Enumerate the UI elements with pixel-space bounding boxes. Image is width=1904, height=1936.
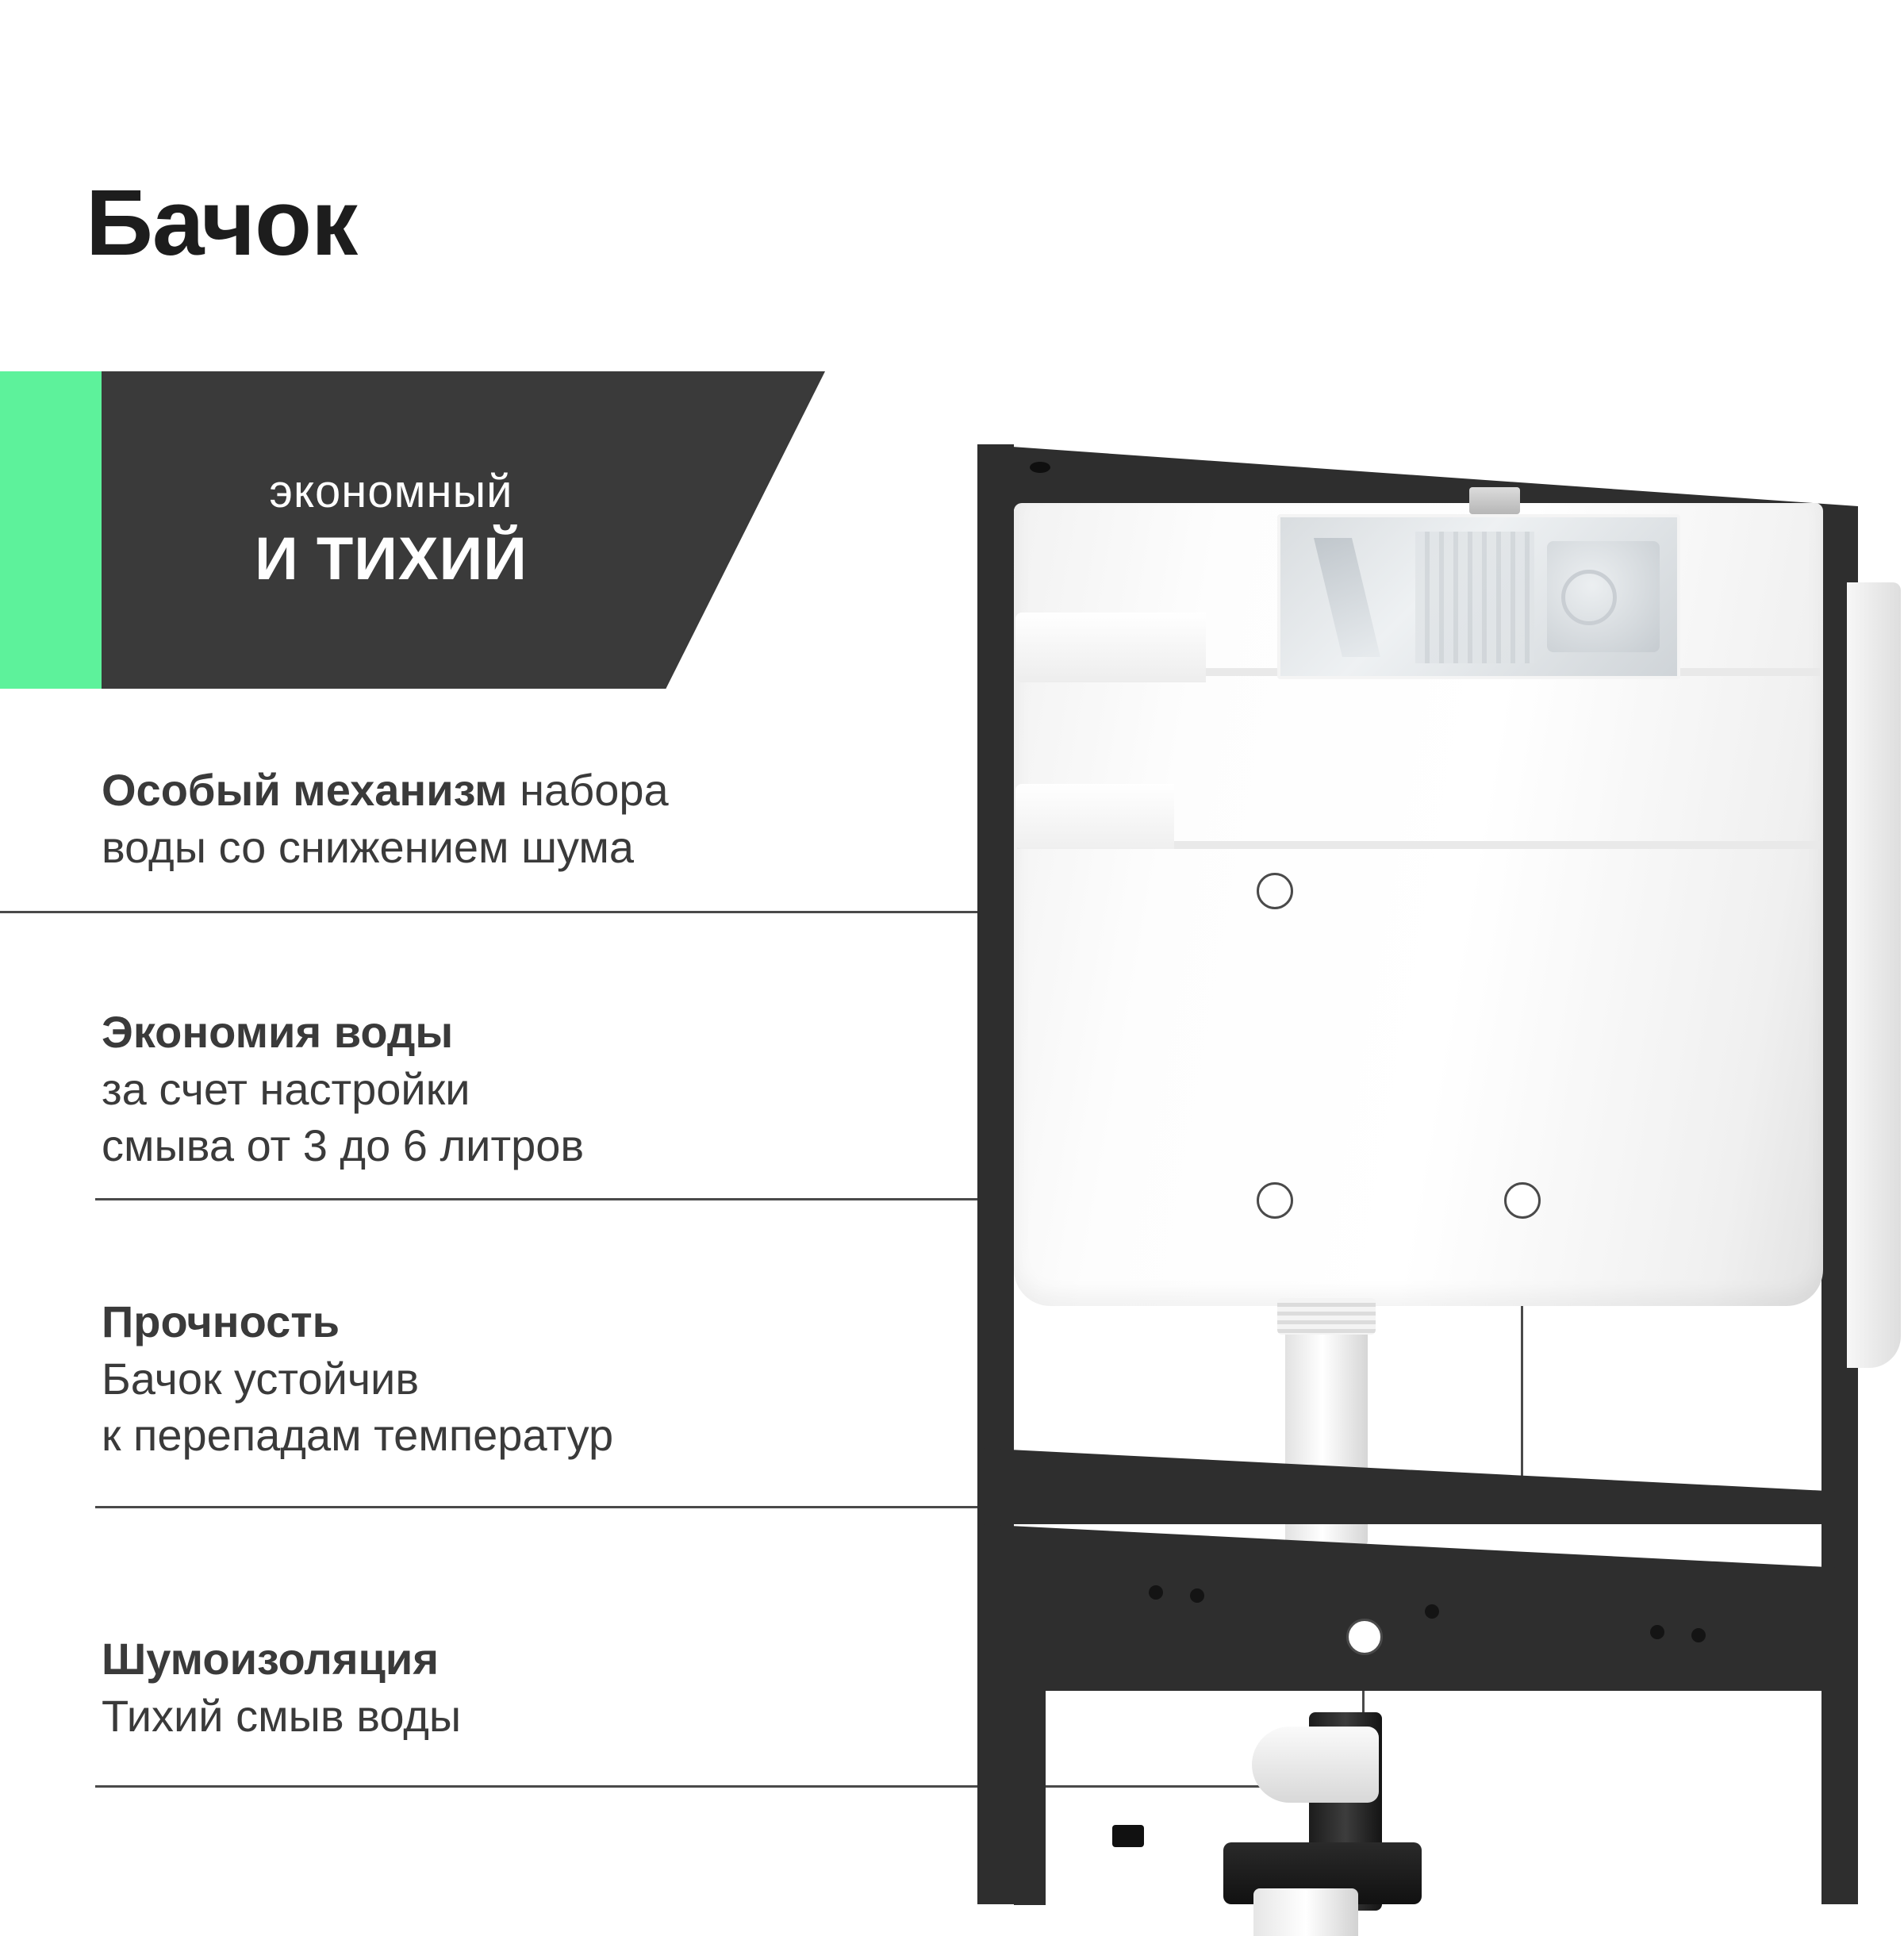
callout-dot-water-saving xyxy=(1257,1182,1293,1219)
badge-accent-bar xyxy=(0,371,102,689)
frame-screw-4 xyxy=(1650,1625,1664,1639)
feature-1-rest: набора xyxy=(507,765,669,815)
valve-cap xyxy=(1469,487,1520,514)
frame-screw-3 xyxy=(1425,1604,1439,1619)
outlet-pipe-collar xyxy=(1277,1298,1376,1335)
callout-dot-noise xyxy=(1346,1619,1383,1655)
cistern-step-lower xyxy=(1015,784,1174,849)
pipe-elbow xyxy=(1252,1727,1379,1803)
frame-foot-left xyxy=(1014,1691,1046,1905)
cistern-step-upper xyxy=(1015,613,1206,682)
badge-text xyxy=(102,371,681,689)
inspection-window xyxy=(1277,514,1680,679)
pipe-bottom-outlet xyxy=(1253,1888,1358,1936)
feature-1-strong: Особый механизм xyxy=(102,765,508,815)
callout-dot-mechanism xyxy=(1257,873,1293,909)
feature-1-line-2: воды со снижением шума xyxy=(102,821,635,872)
feature-item-mechanism xyxy=(102,762,895,875)
feature-2-line-3: смыва от 3 до 6 литров xyxy=(102,1120,585,1171)
badge-line-2: И ТИХИЙ xyxy=(255,524,528,593)
frame-mid-rail xyxy=(977,1448,1858,1524)
fill-valve-icon xyxy=(1295,538,1390,657)
highlight-badge xyxy=(0,371,833,689)
cistern-right-edge xyxy=(1847,582,1901,1368)
feature-4-strong: Шумоизоляция xyxy=(102,1634,440,1684)
feature-2-strong: Экономия воды xyxy=(102,1007,454,1057)
feature-3-strong: Прочность xyxy=(102,1296,340,1346)
mechanism-ribs xyxy=(1415,532,1534,663)
frame-anchor-bolt xyxy=(1112,1825,1144,1847)
adjuster-ring-icon xyxy=(1561,570,1617,625)
feature-item-water-saving xyxy=(102,1004,895,1174)
feature-2-line-2: за счет настройки xyxy=(102,1063,470,1114)
feature-4-line-2: Тихий смыв воды xyxy=(102,1690,462,1741)
feature-item-durability xyxy=(102,1293,895,1464)
page-title: Бачок xyxy=(86,171,358,275)
feature-item-noise-insulation xyxy=(102,1631,895,1744)
frame-lower-bar xyxy=(977,1524,1858,1691)
frame-bolt-top-left xyxy=(1030,462,1050,473)
callout-dot-durability xyxy=(1504,1182,1541,1219)
frame-screw-2 xyxy=(1190,1588,1204,1603)
product-image-cistern xyxy=(936,428,1904,1904)
feature-3-line-3: к перепадам температур xyxy=(102,1410,614,1461)
feature-3-line-2: Бачок устойчив xyxy=(102,1353,420,1404)
frame-screw-5 xyxy=(1691,1628,1706,1642)
badge-line-1: экономный xyxy=(269,466,513,518)
frame-top-rail xyxy=(977,444,1858,509)
frame-screw-1 xyxy=(1149,1585,1163,1600)
